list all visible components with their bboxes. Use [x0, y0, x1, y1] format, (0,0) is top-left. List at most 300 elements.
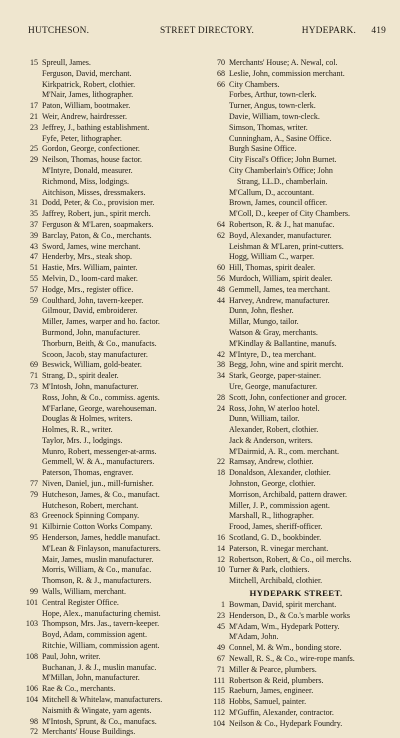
occupant-name: Sword, James, wine merchant. [42, 241, 141, 251]
left-column [14, 58, 192, 738]
occupant-name: Paterson, Thomas, engraver. [42, 468, 134, 478]
street-number [201, 414, 229, 425]
directory-entry [201, 697, 391, 708]
directory-entry [201, 177, 391, 188]
street-number [14, 447, 42, 458]
directory-entry [14, 490, 192, 501]
street-number: 31 [29, 198, 38, 208]
street-number [201, 144, 229, 155]
directory-entry [201, 350, 391, 361]
directory-entry [201, 188, 391, 199]
occupant-name: Ferguson & M'Laren, soapmakers. [42, 219, 154, 229]
occupant-name: Raeburn, James, engineer. [229, 686, 314, 696]
street-number [201, 522, 229, 533]
street-number: 16 [216, 533, 225, 543]
occupant-name: Robertson & Reid, plumbers. [229, 675, 324, 685]
street-number: 118 [213, 697, 225, 707]
occupant-name: Forbes, Arthur, town-clerk. [229, 90, 317, 100]
directory-entry [201, 134, 391, 145]
directory-entry [201, 220, 391, 231]
directory-entry [14, 555, 192, 566]
header-right-group [302, 26, 386, 36]
directory-entry [14, 231, 192, 242]
directory-entry [201, 490, 391, 501]
directory-entry [201, 555, 391, 566]
street-number [14, 706, 42, 717]
directory-entry [14, 188, 192, 199]
street-number [14, 339, 42, 350]
street-number [14, 663, 42, 674]
street-number: 111 [213, 675, 225, 685]
street-number: 62 [216, 230, 225, 240]
street-number [14, 306, 42, 317]
occupant-name: Morris, William, & Co., manufac. [42, 565, 152, 575]
directory-entry [14, 501, 192, 512]
occupant-name: Hobbs, Samuel, painter. [229, 697, 307, 707]
street-number: 104 [25, 695, 38, 705]
page-header [28, 26, 386, 40]
occupant-name: Begg, John, wine and spirit mercht. [229, 360, 344, 370]
occupant-name: Fyfe, Peter, lithographer. [42, 133, 122, 143]
street-number [201, 576, 229, 587]
occupant-name: Marshall, R., lithographer. [229, 511, 314, 521]
occupant-name: Spreull, James. [42, 58, 91, 67]
street-number [201, 632, 229, 643]
directory-entry [14, 339, 192, 350]
street-number [14, 673, 42, 684]
hydepark-entries [201, 600, 391, 730]
directory-entry [14, 371, 192, 382]
street-number: 23 [29, 122, 38, 132]
street-number [201, 123, 229, 134]
occupant-name: Harvey, Andrew, manufacturer. [229, 295, 330, 305]
street-number [201, 490, 229, 501]
directory-entry [201, 112, 391, 123]
directory-entry [14, 328, 192, 339]
directory-entry [14, 673, 192, 684]
directory-entry [14, 630, 192, 641]
occupant-name: Millar, Mungo, tailor. [229, 317, 299, 327]
occupant-name: Jack & Anderson, writers. [229, 435, 313, 445]
street-number: 34 [216, 371, 225, 381]
occupant-name: M'Coll, D., keeper of City Chambers. [229, 209, 351, 219]
street-number: 10 [216, 565, 225, 575]
directory-entry [201, 533, 391, 544]
street-number: 71 [216, 664, 225, 674]
directory-entry [14, 144, 192, 155]
street-number: 67 [216, 654, 225, 664]
directory-entry [14, 598, 192, 609]
occupant-name: Dunn, William, tailor. [229, 414, 300, 424]
street-number: 24 [216, 403, 225, 413]
street-number: 22 [216, 457, 225, 467]
street-number: 1 [220, 600, 225, 610]
occupant-name: Naismith & Wingate, yarn agents. [42, 705, 152, 715]
street-number: 23 [216, 610, 225, 620]
street-number: 91 [29, 522, 38, 532]
occupant-name: Leishman & M'Laren, print-cutters. [229, 241, 344, 251]
directory-entry [14, 576, 192, 587]
occupant-name: Robertson, R. & J., hat manufac. [229, 219, 335, 229]
directory-entry [201, 632, 391, 643]
directory-entry [14, 306, 192, 317]
directory-entry [201, 676, 391, 687]
directory-entry [14, 90, 192, 101]
directory-entry [201, 719, 391, 730]
directory-entry [14, 350, 192, 361]
street-number [201, 436, 229, 447]
directory-entry [14, 58, 192, 69]
street-number [201, 242, 229, 253]
directory-entry [201, 296, 391, 307]
directory-entry [201, 263, 391, 274]
occupant-name: Thompson, Mrs. Jas., tavern-keeper. [42, 619, 160, 629]
directory-entry [14, 565, 192, 576]
occupant-name: Hutcheson, James, & Co., manufact. [42, 489, 160, 499]
street-number [14, 565, 42, 576]
occupant-name: Ross, John, W aterloo hotel. [229, 403, 320, 413]
street-number: 38 [216, 360, 225, 370]
directory-entry [14, 457, 192, 468]
directory-entry [201, 611, 391, 622]
occupant-name: Cunningham, A., Sasine Office. [229, 133, 332, 143]
street-number: 56 [216, 273, 225, 283]
occupant-name: Richmond, Miss, lodgings. [42, 176, 129, 186]
occupant-name: Frood, James, sheriff-officer. [229, 522, 323, 532]
street-number [14, 457, 42, 468]
street-number: 71 [29, 371, 38, 381]
occupant-name: Scotland, G. D., bookbinder. [229, 533, 322, 543]
occupant-name: Greenock Spinning Company. [42, 511, 140, 521]
street-number: 112 [213, 708, 225, 718]
street-number [14, 134, 42, 145]
directory-entry [14, 695, 192, 706]
directory-entry [14, 609, 192, 620]
directory-entry [201, 90, 391, 101]
occupant-name: Holmes, R. R., writer. [42, 425, 113, 435]
directory-entry [201, 209, 391, 220]
street-number: 14 [216, 543, 225, 553]
directory-entry [201, 436, 391, 447]
occupant-name: City Chambers. [229, 79, 280, 89]
directory-entry [14, 209, 192, 220]
street-number [201, 177, 229, 188]
street-number: 37 [29, 219, 38, 229]
directory-entry [201, 242, 391, 253]
directory-entry [201, 511, 391, 522]
street-number [201, 134, 229, 145]
directory-entry [201, 317, 391, 328]
street-number [201, 101, 229, 112]
occupant-name: Henderson, D., & Co.'s marble works [229, 610, 351, 620]
directory-entry [14, 263, 192, 274]
directory-entry [201, 501, 391, 512]
directory-entry [201, 155, 391, 166]
street-number: 72 [29, 727, 38, 737]
directory-entry [14, 414, 192, 425]
occupant-name: Walls, William, merchant. [42, 587, 127, 597]
occupant-name: Strang, D., spirit dealer. [42, 371, 119, 381]
occupant-name: Hope, Alex., manufacturing chemist. [42, 608, 161, 618]
street-number: 73 [29, 381, 38, 391]
street-number [14, 544, 42, 555]
occupant-name: Paul, John, writer. [42, 651, 101, 661]
directory-entry [14, 360, 192, 371]
directory-entry [14, 69, 192, 80]
occupant-name: M'Lean & Finlayson, manufacturers. [42, 543, 161, 553]
occupant-name: Hogg, William C., warper. [229, 252, 315, 262]
occupant-name: Munro, Robert, messenger-at-arms. [42, 446, 157, 456]
occupant-name: Newall, R. S., & Co., wire-rope manfs. [229, 654, 355, 664]
directory-entry [14, 393, 192, 404]
occupant-name: Melvin, D., loom-card maker. [42, 273, 138, 283]
street-number [14, 90, 42, 101]
directory-entry [14, 717, 192, 728]
occupant-name: Mair, James, muslin manufacturer. [42, 554, 154, 564]
directory-entry [201, 708, 391, 719]
occupant-name: Turner & Park, clothiers. [229, 565, 310, 575]
street-number [14, 414, 42, 425]
directory-entry [14, 382, 192, 393]
street-number [14, 328, 42, 339]
street-number [14, 188, 42, 199]
street-number: 12 [216, 554, 225, 564]
street-number [14, 393, 42, 404]
directory-entry [201, 479, 391, 490]
street-number [14, 166, 42, 177]
occupant-name: Niven, Daniel, jun., mill-furnisher. [42, 479, 154, 489]
directory-entry [201, 231, 391, 242]
street-number: 98 [29, 716, 38, 726]
street-number: 48 [216, 284, 225, 294]
directory-entry [14, 252, 192, 263]
occupant-name: M'Nair, James, lithographer. [42, 90, 134, 100]
street-number [201, 328, 229, 339]
occupant-name: Weir, Andrew, hairdresser. [42, 111, 127, 121]
directory-entry [201, 69, 391, 80]
occupant-name: Connel, M. & Wm., bonding store. [229, 643, 342, 653]
occupant-name: M'Dairmid, A. R., com. merchant. [229, 446, 340, 456]
occupant-name: Douglas & Holmes, writers. [42, 414, 133, 424]
street-number: 42 [216, 349, 225, 359]
occupant-name: Miller & Pearce, plumbers. [229, 664, 317, 674]
occupant-name: Strang, LL.D., chamberlain. [237, 176, 328, 186]
street-number [201, 198, 229, 209]
directory-entry [14, 447, 192, 458]
occupant-name: Watson & Gray, merchants. [229, 327, 318, 337]
occupant-name: Scott, John, confectioner and grocer. [229, 392, 347, 402]
occupant-name: Ross, John, & Co., commiss. agents. [42, 392, 160, 402]
directory-entry [201, 468, 391, 479]
occupant-name: M'Adam, Wm., Hydepark Pottery. [229, 621, 340, 631]
occupant-name: Ramsay, Andrew, clothier. [229, 457, 314, 467]
street-number: 101 [25, 597, 38, 607]
street-number: 17 [29, 101, 38, 111]
occupant-name: Hutcheson, Robert, merchant. [42, 500, 139, 510]
occupant-name: Ferguson, David, merchant. [42, 68, 132, 78]
occupant-name: Merchants' House Buildings. [42, 727, 136, 737]
directory-entry [14, 425, 192, 436]
street-number [201, 112, 229, 123]
street-number: 25 [29, 144, 38, 154]
occupant-name: M'Intosh, John, manufacturer. [42, 381, 139, 391]
occupant-name: Neilson & Co., Hydepark Foundry. [229, 718, 343, 728]
directory-entry [14, 641, 192, 652]
directory-entry [201, 123, 391, 134]
directory-entry [201, 522, 391, 533]
occupant-name: Aitchison, Misses, dressmakers. [42, 187, 146, 197]
directory-entry [201, 425, 391, 436]
directory-entry [201, 101, 391, 112]
directory-entry [14, 652, 192, 663]
street-number [201, 252, 229, 263]
directory-entry [14, 436, 192, 447]
occupant-name: Scoon, Jacob, stay manufacturer. [42, 349, 148, 359]
directory-entry [14, 619, 192, 630]
street-number [14, 609, 42, 620]
directory-entry [201, 404, 391, 415]
occupant-name: Leslie, John, commission merchant. [229, 68, 345, 78]
street-number: 83 [29, 511, 38, 521]
directory-entry [201, 252, 391, 263]
street-number [14, 630, 42, 641]
street-number: 68 [216, 68, 225, 78]
directory-entry [14, 522, 192, 533]
occupant-name: M'Guffin, Alexander, contractor. [229, 708, 334, 718]
street-number [14, 576, 42, 587]
street-number: 57 [29, 284, 38, 294]
street-number: 15 [29, 58, 38, 67]
street-number [14, 501, 42, 512]
directory-entry [14, 317, 192, 328]
street-number: 29 [29, 155, 38, 165]
directory-entry [201, 144, 391, 155]
street-number: 66 [216, 79, 225, 89]
directory-entry [14, 80, 192, 91]
section-heading-hydepark-street: HYDEPARK STREET. [249, 588, 343, 599]
street-number: 95 [29, 533, 38, 543]
occupant-name: Gordon, George, confectioner. [42, 144, 140, 154]
street-number [14, 177, 42, 188]
directory-entry [201, 371, 391, 382]
occupant-name: Donaldson, Alexander, clothier. [229, 468, 331, 478]
street-number: 28 [216, 392, 225, 402]
directory-entry [14, 706, 192, 717]
directory-entry [201, 80, 391, 91]
occupant-name: Ure, George, manufacturer. [229, 381, 318, 391]
street-number [201, 479, 229, 490]
header-street-start: HUTCHESON. [28, 26, 90, 36]
occupant-name: Morrison, Archibald, pattern drawer. [229, 489, 347, 499]
header-street-end: HYDEPARK. [301, 26, 357, 36]
street-number: 103 [25, 619, 38, 629]
occupant-name: M'Intyre, Donald, measurer. [42, 165, 133, 175]
directory-entry [201, 382, 391, 393]
occupant-name: Alexander, Robert, clothier. [229, 425, 319, 435]
directory-entry [201, 643, 391, 654]
directory-entry [14, 533, 192, 544]
street-number [201, 155, 229, 166]
header-title: STREET DIRECTORY. [159, 26, 255, 36]
occupant-name: M'Farlane, George, warehouseman. [42, 403, 157, 413]
street-number: 21 [29, 111, 38, 121]
street-number [14, 555, 42, 566]
street-number: 60 [216, 263, 225, 273]
street-number [14, 69, 42, 80]
occupant-name: Coulthard, John, tavern-keeper. [42, 295, 144, 305]
directory-entry [201, 360, 391, 371]
occupant-name: Kirkpatrick, Robert, clothier. [42, 79, 136, 89]
occupant-name: Hill, Thomas, spirit dealer. [229, 263, 316, 273]
directory-entry [14, 274, 192, 285]
occupant-name: Bowman, David, spirit merchant. [229, 600, 337, 610]
directory-entry [201, 285, 391, 296]
street-number [201, 511, 229, 522]
occupant-name: Burmond, John, manufacturer. [42, 327, 141, 337]
occupant-name: Barclay, Paton, & Co., merchants. [42, 230, 152, 240]
occupant-name: M'Millan, John, manufacturer. [42, 673, 140, 683]
directory-entry [14, 177, 192, 188]
street-number: 43 [29, 241, 38, 251]
directory-entry [14, 663, 192, 674]
street-number [14, 350, 42, 361]
directory-entry [201, 274, 391, 285]
occupant-name: Paterson, R. vinegar merchant. [229, 543, 329, 553]
street-number [14, 641, 42, 652]
occupant-name: Thomson, R. & J., manufacturers. [42, 576, 152, 586]
street-number: 49 [216, 643, 225, 653]
street-number: 47 [29, 252, 38, 262]
directory-entry [201, 622, 391, 633]
occupant-name: M'Intyre, D., tea merchant. [229, 349, 317, 359]
street-number [201, 501, 229, 512]
occupant-name: Beswick, William, gold-beater. [42, 360, 142, 370]
occupant-name: Gemmell, W. & A., manufacturers. [42, 457, 155, 467]
occupant-name: Brown, James, council officer. [229, 198, 328, 208]
street-number [201, 188, 229, 199]
directory-entry [201, 457, 391, 468]
occupant-name: Mitchell, Archibald, clothier. [229, 576, 323, 586]
occupant-name: Jeffrey, J., bathing establishment. [42, 122, 150, 132]
right-column-entries [201, 58, 391, 587]
street-number: 45 [216, 621, 225, 631]
street-number: 44 [216, 295, 225, 305]
occupant-name: Burgh Sasine Office. [229, 144, 297, 154]
street-number [201, 90, 229, 101]
occupant-name: Murdoch, William, spirit dealer. [229, 273, 333, 283]
street-number: 35 [29, 209, 38, 219]
occupant-name: Gilmour, David, embroiderer. [42, 306, 138, 316]
street-number [201, 425, 229, 436]
street-number [201, 339, 229, 350]
directory-entry [14, 727, 192, 738]
directory-entry [14, 587, 192, 598]
directory-entry [14, 285, 192, 296]
occupant-name: Hodge, Mrs., register office. [42, 284, 134, 294]
occupant-name: Dunn, John, flesher. [229, 306, 294, 316]
occupant-name: Turner, Angus, town-clerk. [229, 101, 316, 111]
street-number: 55 [29, 273, 38, 283]
street-number: 18 [216, 468, 225, 478]
occupant-name: Kilbirnie Cotton Works Company. [42, 522, 153, 532]
occupant-name: Simson, Thomas, writer. [229, 122, 308, 132]
directory-entry [201, 393, 391, 404]
street-number [14, 436, 42, 447]
directory-entry [14, 112, 192, 123]
directory-entry [201, 166, 391, 177]
street-number: 108 [25, 651, 38, 661]
directory-entry [201, 665, 391, 676]
